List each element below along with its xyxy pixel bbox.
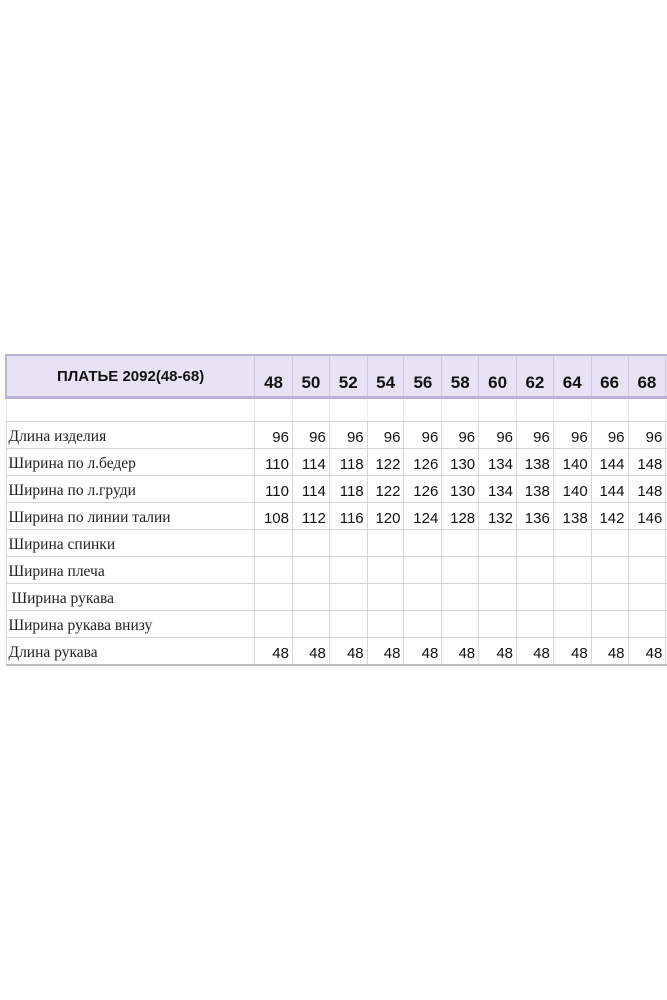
measurement-value [404,611,442,638]
measurement-row [6,449,667,476]
measurement-value [517,557,554,584]
measurement-value: 136 [517,503,554,530]
measurement-row [6,584,667,611]
measurement-value [255,530,293,557]
measurement-value: 96 [404,422,442,449]
empty-cell [255,398,293,422]
measurement-value [628,530,666,557]
size-header-cell: 48 [255,355,293,398]
measurement-value: 134 [479,449,517,476]
empty-cell [292,398,329,422]
spacer-row [6,398,667,422]
size-header-cell: 54 [367,355,404,398]
empty-cell [517,398,554,422]
measurement-value [329,611,367,638]
empty-cell [591,398,628,422]
measurement-value [329,584,367,611]
measurement-value: 122 [367,476,404,503]
measurement-value [479,530,517,557]
measurement-value [591,611,628,638]
measurement-value [404,557,442,584]
measurement-value: 148 [628,449,666,476]
measurement-row [6,422,667,449]
measurement-row [6,476,667,503]
size-header-cell: 64 [553,355,591,398]
measurement-value [255,557,293,584]
size-header-cell: 60 [479,355,517,398]
measurement-value: 118 [329,449,367,476]
measurement-value [628,557,666,584]
measurement-value: 48 [591,638,628,666]
measurement-value: 48 [553,638,591,666]
measurement-value: 48 [628,638,666,666]
measurement-value: 144 [591,449,628,476]
measurement-value: 96 [479,422,517,449]
measurement-value: 116 [329,503,367,530]
measurement-value: 126 [404,449,442,476]
measurement-value [553,584,591,611]
measurement-value: 48 [517,638,554,666]
measurement-value [292,584,329,611]
measurement-value [517,584,554,611]
measurement-value: 110 [255,449,293,476]
empty-cell [442,398,479,422]
measurement-row [6,530,667,557]
measurement-value: 120 [367,503,404,530]
measurement-row [6,557,667,584]
measurement-value: 130 [442,476,479,503]
measurement-value: 96 [628,422,666,449]
measurement-value [442,611,479,638]
measurement-row [6,611,667,638]
header-row [6,355,667,398]
measurement-value: 122 [367,449,404,476]
measurement-value: 114 [292,449,329,476]
measurement-label: Ширина рукава внизу [6,611,255,638]
measurement-value [517,611,554,638]
measurement-value [628,611,666,638]
size-header-cell: 66 [591,355,628,398]
measurement-label: Ширина по л.бедер [6,449,255,476]
size-header-cell: 56 [404,355,442,398]
measurement-value [367,530,404,557]
size-chart-table [5,354,667,666]
measurement-value [553,530,591,557]
measurement-value [292,530,329,557]
measurement-value: 138 [517,449,554,476]
measurement-label: Длина рукава [6,638,255,666]
measurement-value: 96 [292,422,329,449]
measurement-value: 144 [591,476,628,503]
empty-cell [367,398,404,422]
measurement-value [367,584,404,611]
measurement-value: 138 [517,476,554,503]
measurement-row [6,638,667,666]
measurement-row [6,503,667,530]
measurement-label: Ширина плеча [6,557,255,584]
measurement-value [255,584,293,611]
measurement-value: 48 [442,638,479,666]
empty-cell [404,398,442,422]
measurement-value: 48 [329,638,367,666]
measurement-value: 48 [255,638,293,666]
measurement-value: 96 [591,422,628,449]
measurement-value: 126 [404,476,442,503]
measurement-value: 48 [479,638,517,666]
measurement-value: 142 [591,503,628,530]
measurement-value [517,530,554,557]
measurement-value [367,611,404,638]
measurement-value [553,611,591,638]
empty-cell [553,398,591,422]
empty-cell [329,398,367,422]
measurement-value: 48 [404,638,442,666]
measurement-value [553,557,591,584]
measurement-value: 130 [442,449,479,476]
measurement-value [404,584,442,611]
measurement-value [367,557,404,584]
measurement-value [255,611,293,638]
measurement-value: 138 [553,503,591,530]
measurement-value [329,557,367,584]
measurement-value: 48 [292,638,329,666]
measurement-value: 140 [553,476,591,503]
measurement-value: 114 [292,476,329,503]
measurement-value: 96 [329,422,367,449]
measurement-value: 132 [479,503,517,530]
measurement-value [292,557,329,584]
measurement-value: 96 [442,422,479,449]
measurement-label: Ширина по линии талии [6,503,255,530]
measurement-value: 146 [628,503,666,530]
measurement-value [442,530,479,557]
measurement-value [591,557,628,584]
measurement-value [442,557,479,584]
measurement-label: Длина изделия [6,422,255,449]
size-header-cell: 52 [329,355,367,398]
measurement-value [628,584,666,611]
measurement-value: 48 [367,638,404,666]
measurement-value: 96 [255,422,293,449]
measurement-value [591,530,628,557]
measurement-value: 96 [517,422,554,449]
measurement-value: 112 [292,503,329,530]
measurement-value [479,611,517,638]
measurement-value [591,584,628,611]
size-header-cell: 62 [517,355,554,398]
measurement-value: 128 [442,503,479,530]
size-header-cell: 68 [628,355,666,398]
measurement-value: 140 [553,449,591,476]
measurement-value: 108 [255,503,293,530]
measurement-value: 110 [255,476,293,503]
measurement-label: Ширина рукава [6,584,255,611]
measurement-value: 96 [553,422,591,449]
measurement-label: Ширина по л.груди [6,476,255,503]
empty-cell [6,398,255,422]
measurement-value: 134 [479,476,517,503]
measurement-value: 148 [628,476,666,503]
measurement-value: 124 [404,503,442,530]
product-title: ПЛАТЬЕ 2092(48-68) [6,355,255,398]
measurement-value: 118 [329,476,367,503]
measurement-value [404,530,442,557]
measurement-value [479,584,517,611]
size-header-cell: 50 [292,355,329,398]
measurement-value [292,611,329,638]
measurement-value [479,557,517,584]
size-header-cell: 58 [442,355,479,398]
empty-cell [479,398,517,422]
measurement-value [329,530,367,557]
measurement-value [442,584,479,611]
measurement-value: 96 [367,422,404,449]
measurement-label: Ширина спинки [6,530,255,557]
empty-cell [628,398,666,422]
